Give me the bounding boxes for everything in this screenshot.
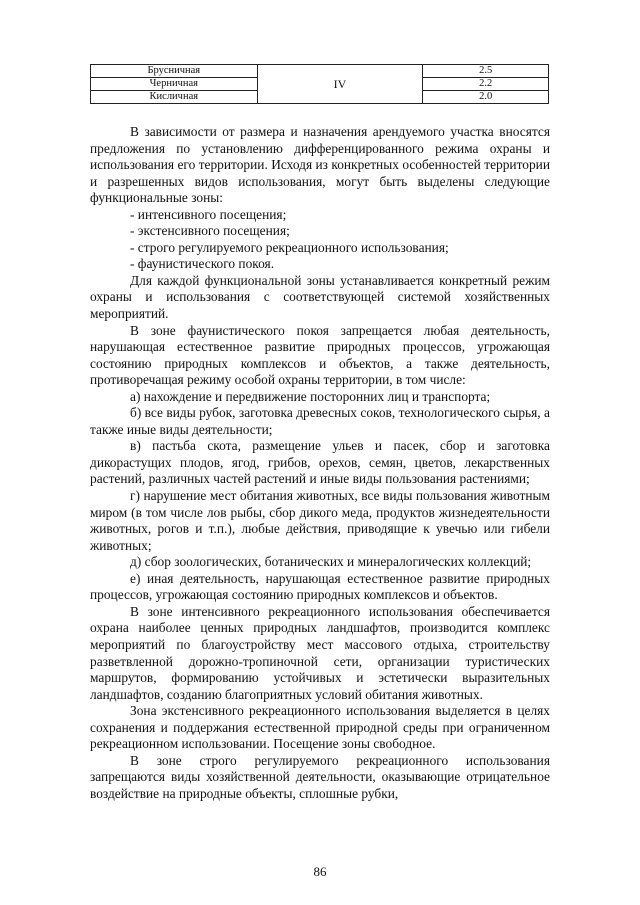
list-item: а) нахождение и передвижение посторонних лиц и транспорта; <box>130 388 491 404</box>
forest-type-cell: Брусничная <box>91 65 258 78</box>
forest-types-table <box>90 64 549 104</box>
list-item: - строго регулируемого рекреационного использования; <box>130 239 449 255</box>
page-number: 86 <box>313 864 327 879</box>
paragraph: Для каждой функциональной зоны устанавливается конкретный режим охраны и использования с соответствующей системой хозяйственных мероприятий. <box>90 272 550 322</box>
paragraph: В зоне интенсивного рекреационного использования обеспечивается охрана наиболее ценных природных ландшафтов, производится комплекс мероприятий по благоустройству мест массового отдыха, строительству разветвленной дорожно-тропиночной сети, организации туристических маршрутов, формированию устойчивых и эстетически выразительных ландшафтов, созданию благоприятных условий обитания животных. <box>90 603 550 702</box>
paragraph: Зона экстенсивного рекреационного использования выделяется в целях сохранения и поддержания естественной природной среды при ограниченном рекреационном использовании. Посещение зоны свободное. <box>90 703 550 752</box>
list-item: - экстенсивного посещения; <box>130 223 290 239</box>
paragraph: В зоне строго регулируемого рекреационного использования запрещаются виды хозяйственной деятельности, оказывающие отрицательное воздействие на природные объекты, сплошные рубки, <box>90 752 550 801</box>
paragraph: В зоне фаунистического покоя запрещается любая деятельность, нарушающая естественное развитие природных процессов, угрожающая состоянию природных комплексов и объектов, а также деятельность, противоречащая режиму особой охраны территории, в том числе: <box>90 322 550 388</box>
list-item: д) сбор зоологических, ботанических и минералогических коллекций; <box>130 554 532 570</box>
list-item: г) нарушение мест обитания животных, все виды пользования животным миром (в том числе лов рыбы, сбор дикого меда, продуктов жизнедеятельности животных, рогов и т.п.), любые действия, приводящие к увечью или гибели животных; <box>90 488 550 553</box>
value-cell: 2.0 <box>423 91 549 104</box>
list-item: б) все виды рубок, заготовка древесных соков, технологического сырья, а также иные виды деятельности; <box>90 405 550 437</box>
value-cell: 2.5 <box>423 65 549 78</box>
paragraph: В зависимости от размера и назначения арендуемого участка вносятся предложения по установлению дифференцированного режима охраны и использования его территории. Исходя из конкретных особенностей территории и разрешенных видов использования, могут быть выделены следующие функциональные зоны: <box>90 124 550 206</box>
forest-type-cell: Черничная <box>91 78 258 91</box>
table-row <box>91 65 549 78</box>
list-item: - интенсивного посещения; <box>130 206 287 222</box>
value-cell: 2.2 <box>423 78 549 91</box>
forest-type-cell: Кисличная <box>91 91 258 104</box>
list-item: - фаунистического покоя. <box>130 256 275 272</box>
group-cell: IV <box>257 65 423 104</box>
list-item: в) пастьба скота, размещение ульев и пасек, сбор и заготовка дикорастущих плодов, ягод, грибов, орехов, семян, цветов, лекарственных растений, различных частей растений и иные виды пользования растениями; <box>90 438 550 487</box>
list-item: е) иная деятельность, нарушающая естественное развитие природных процессов, угрожающая состоянию природных комплексов и объектов. <box>90 570 550 603</box>
body-text <box>90 124 550 802</box>
